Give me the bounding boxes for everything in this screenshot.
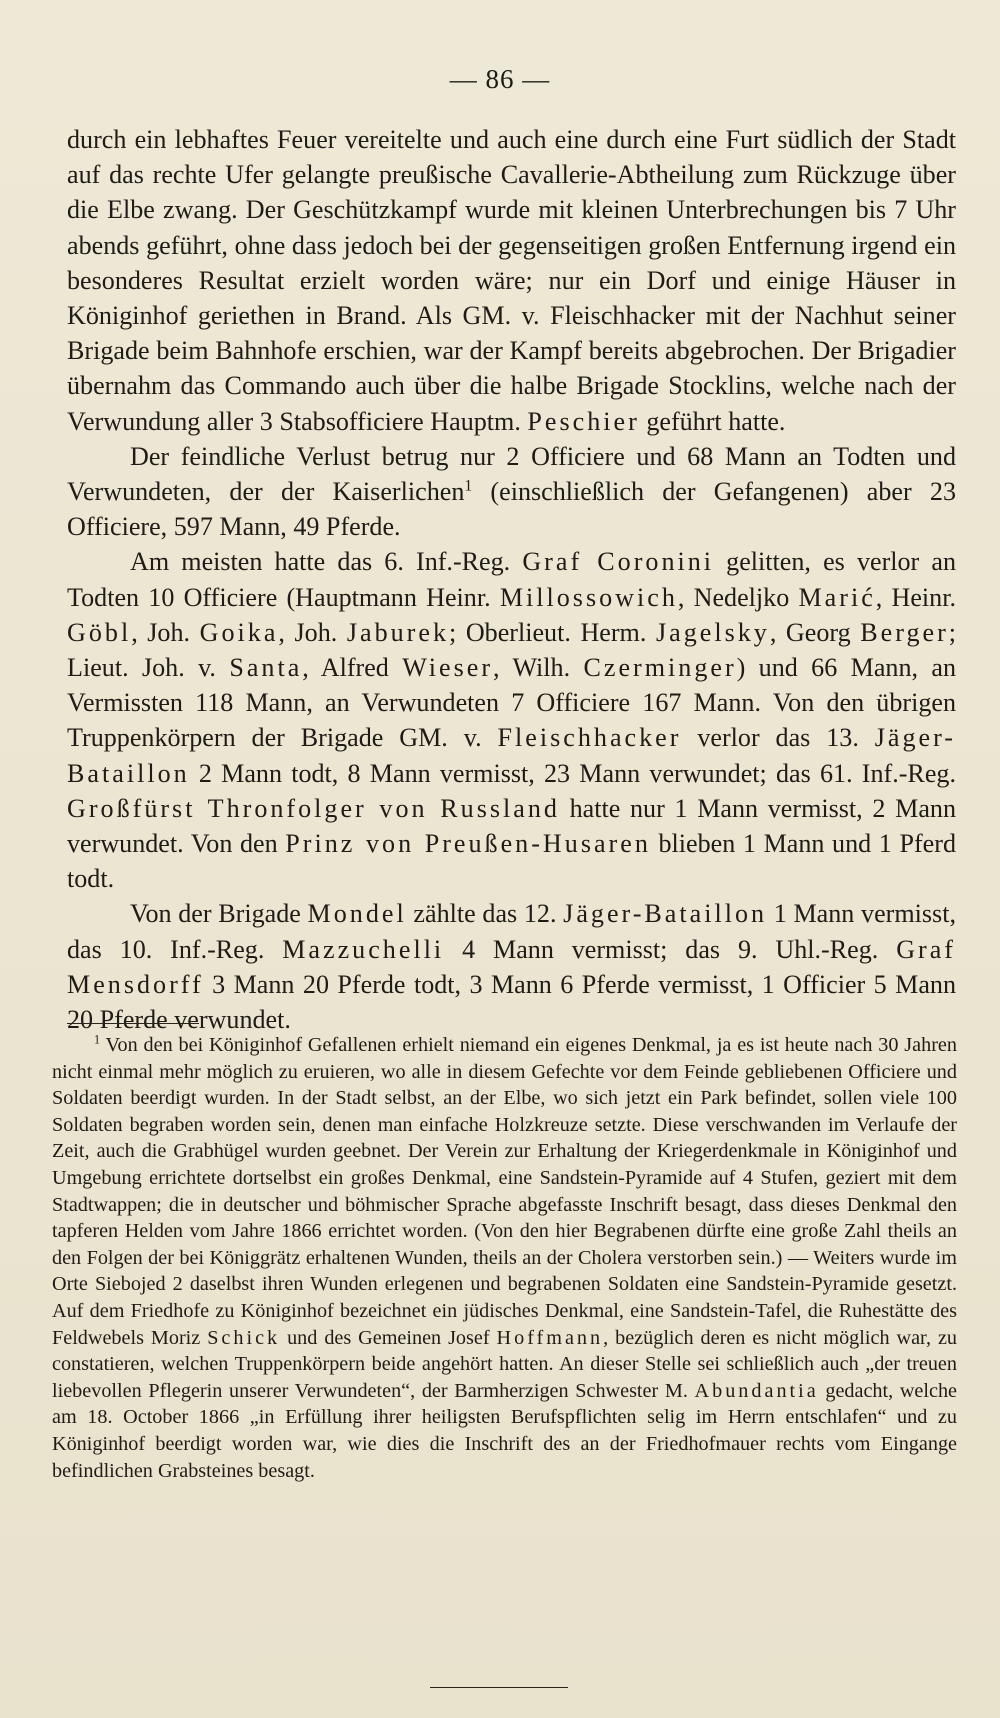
text-run: , Alfred xyxy=(302,653,403,683)
text-run: zählte das 12. xyxy=(406,899,564,929)
spaced-name: Abundantia xyxy=(694,1379,819,1402)
text-run: Von den bei Königinhof Gefallenen erhielt niemand ein eigenes Denkmal, ja es ist heute nach 30 Jahren nicht einmal mehr möglich zu eruieren, wo alle in diesem Gefechte vor dem Feinde gebliebenen Officiere und Soldaten beerdigt wurden. In der Stadt selbst, an der Elbe, wo sich jetzt ein Park befindet, sollen viele 100 Soldaten begraben worden sein, denen man einfache Holzkreuze setzte. Diese verschwanden im Verlaufe der Zeit, auch die Grabhügel wurden geebnet. Der Verein zur Erhaltung der Kriegerdenkmale in Königinhof und Umgebung errichtete dortselbst ein großes Denkmal, eine Sandstein-Pyramide auf 4 Stufen, geziert mit dem Stadtwappen; die in deutscher und böhmischer Sprache abgefasste Inschrift besagt, dass dieses Denkmal den tapferen Helden vom Jahre 1866 errichtet worden. (Von den hier Begrabenen dürfte eine große Zahl theils an den Folgen der bei Königgrätz erhaltenen Wunden, theils an der Cholera verstorben sein.) — Weiters wurde im Orte Siebojed 2 daselbst ihren Wunden erlegenen und begrabenen Soldaten eine Sandstein-Pyramide gesetzt. Auf dem Friedhofe zu Königinhof bezeichnet ein jüdisches Denkmal, eine Sandstein-Tafel, die Ruhestätte des Feldwebels Moriz xyxy=(52,1034,957,1349)
text-run: hatte nur 1 Mann vermisst, 2 Mann verwundet. Von den xyxy=(67,793,956,859)
footnote xyxy=(52,1032,957,1484)
text-run: , Heinr. xyxy=(875,582,957,612)
text-run: , Georg xyxy=(769,617,861,647)
text-run: geführt hatte. xyxy=(639,406,786,436)
footnote-marker: 1 xyxy=(94,1032,101,1047)
spaced-name: Jagelsky xyxy=(655,617,770,647)
footnotes xyxy=(52,1032,957,1484)
text-run: und des Gemeinen Josef xyxy=(280,1326,497,1349)
end-divider xyxy=(430,1687,568,1688)
spaced-name: Berger xyxy=(860,617,949,647)
footnote-marker: 1 xyxy=(464,477,473,495)
spaced-name: Hoffmann xyxy=(496,1326,604,1349)
text-run: verlor das 13. xyxy=(681,723,875,753)
text-run: gedacht, welche am 18. October 1866 „in Erfüllung ihrer heiligsten Berufspflichten selig im Herrn entschlafen“ und zu Königinhof beerdigt worden war, wie dies die Inschrift des an der Friedhofmauer rechts vom Eingange befindlichen Grabsteines besagt. xyxy=(52,1379,957,1482)
text-run: , Joh. xyxy=(131,617,200,647)
spaced-name: Graf Coronini xyxy=(522,547,715,577)
spaced-name: Peschier xyxy=(527,406,640,436)
footnote-divider xyxy=(67,1023,199,1024)
text-run: ) und 66 Mann, an Vermissten 118 Mann, an Verwundeten 7 Officiere 167 Mann. Von den übrigen Truppenkörpern der Brigade GM. v. xyxy=(67,653,957,753)
spaced-name: Jäger-Bataillon xyxy=(67,723,956,788)
text-run: , bezüglich deren es nicht möglich war, zu constatieren, welchen Truppenkörpern beide angehört hatten. An dieser Stelle sei schließlich auch „der treuen liebevollen Pflegerin unserer Verwundeten“, der Barmherzigen Schwester M. xyxy=(52,1326,957,1402)
text-run: 2 Mann todt, 8 Mann vermisst, 23 Mann verwundet; das 61. Inf.-Reg. xyxy=(189,758,956,788)
paragraph xyxy=(67,439,956,545)
text-run: , Joh. xyxy=(278,617,347,647)
paragraph xyxy=(67,544,956,896)
text-run: gelitten, es verlor an Todten 10 Officiere (Hauptmann Heinr. xyxy=(67,547,957,612)
spaced-name: Jaburek xyxy=(346,617,449,647)
spaced-name: Goika xyxy=(199,617,279,647)
spaced-name: Santa xyxy=(229,653,303,683)
text-run: , Nedeljko xyxy=(677,582,799,612)
spaced-name: Wieser xyxy=(402,653,494,683)
spaced-name: Mondel xyxy=(307,899,407,929)
text-run: (einschließlich der Gefangenen) aber 23 Officiere, 597 Mann, 49 Pferde. xyxy=(67,477,956,542)
paragraph xyxy=(67,896,956,1037)
spaced-name: Jäger-Bataillon xyxy=(563,899,768,929)
spaced-name: Fleischhacker xyxy=(497,723,682,753)
page-number: — 86 — xyxy=(449,64,551,94)
text-run: Von der Brigade xyxy=(130,899,308,929)
spaced-name: Mazzuchelli xyxy=(282,934,445,964)
paragraph xyxy=(67,122,956,439)
spaced-name: Czerminger xyxy=(583,653,737,683)
main-text xyxy=(67,122,956,1037)
text-run: durch ein lebhaftes Feuer vereitelte und auch eine durch eine Furt südlich der Stadt auf das rechte Ufer gelangte preußische Cavallerie-Abtheilung zum Rückzuge über die Elbe zwang. Der Geschützkampf wurde mit kleinen Unterbrechungen bis 7 Uhr abends geführt, ohne dass jedoch bei der gegenseitigen großen Entfernung irgend ein besonderes Resultat erzielt worden wäre; nur ein Dorf und einige Häuser in Königinhof geriethen in Brand. Als GM. v. Fleischhacker mit der Nachhut seiner Brigade beim Bahnhofe erschien, war der Kampf bereits abgebrochen. Der Brigadier übernahm das Commando auch über die halbe Brigade Stocklins, welche nach der Verwundung aller 3 Stabsofficiere Hauptm. xyxy=(67,125,956,436)
spaced-name: Großfürst Thronfolger von Russland xyxy=(67,793,560,823)
text-run: Am meisten hatte das 6. Inf.-Reg. xyxy=(130,547,523,577)
text-run: ; Lieut. Joh. v. xyxy=(67,617,957,683)
spaced-name: Prinz von Preußen-Husaren xyxy=(285,829,651,859)
spaced-name: Göbl xyxy=(67,617,132,647)
text-run: ; Oberlieut. Herm. xyxy=(449,617,656,647)
text-run: , Wilh. xyxy=(493,653,584,683)
spaced-name: Schick xyxy=(207,1326,281,1349)
text-run: blieben 1 Mann und 1 Pferd todt. xyxy=(67,829,956,894)
text-run: 3 Mann 20 Pferde todt, 3 Mann 6 Pferde vermisst, 1 Officier 5 Mann 20 Pferde verwundet. xyxy=(67,969,956,1035)
spaced-name: Millossowich xyxy=(499,582,678,612)
text-run: 4 Mann vermisst; das 9. Uhl.-Reg. xyxy=(444,934,897,964)
spaced-name: Marić xyxy=(798,582,876,612)
text-run: Der feindliche Verlust betrug nur 2 Officiere und 68 Mann an Todten und Verwundeten, der der Kaiserlichen xyxy=(67,441,956,507)
text-run: 1 Mann vermisst, das 10. Inf.-Reg. xyxy=(67,899,956,964)
spaced-name: Graf Mensdorff xyxy=(67,934,956,999)
